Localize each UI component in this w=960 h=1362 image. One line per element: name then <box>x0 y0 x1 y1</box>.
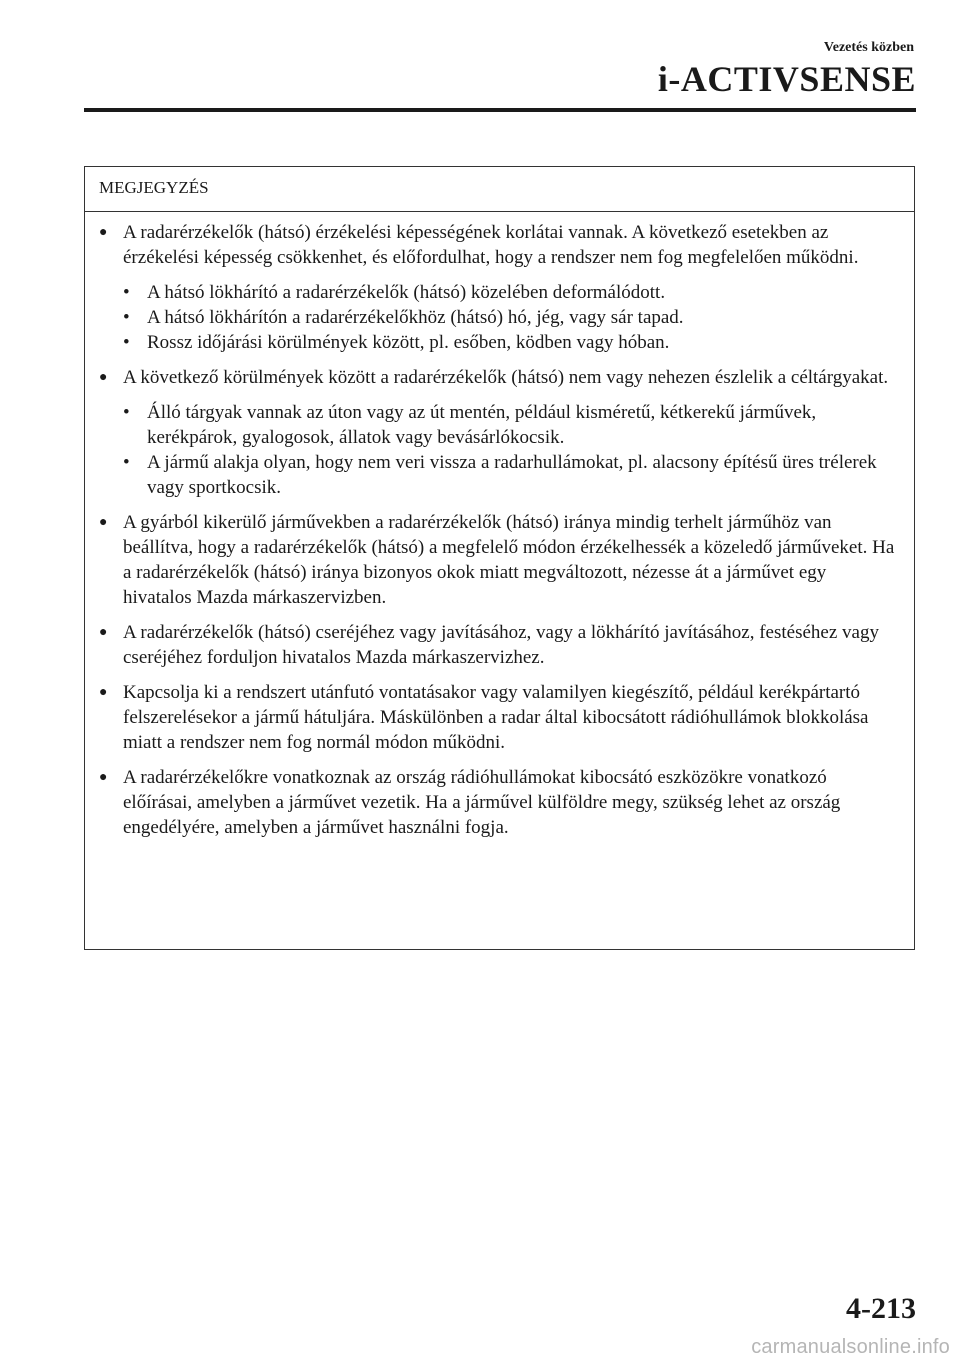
bullet-icon: ● <box>99 685 108 700</box>
note-item-text: A radarérzékelők (hátsó) érzékelési képességének korlátai vannak. A következő esetekben az érzékelési képesség csökkenhet, és előfordulhat, hogy a rendszer nem fog megfelelően működni. <box>123 222 859 268</box>
note-item-text: A következő körülmények között a radarérzékelők (hátsó) nem vagy nehezen észlelik a céltárgyakat. <box>123 367 889 388</box>
sub-item: • Álló tárgyak vannak az úton vagy az út mentén, például kisméretű, kétkerekű járművek, kerékpárok, gyalogosok, állatok vagy bevásárlókocsik. <box>123 402 817 448</box>
note-item-text: A gyárból kikerülő járművekben a radarérzékelők (hátsó) iránya mindig terhelt járműhöz van beállítva, hogy a radarérzékelők (hátsó) a megfelelő módon érzékelhessék a közeledő járműveket. Ha a radarérzékelők (hátsó) iránya bizonyos okok miatt megváltozott, nézesse át a járművet egy hivatalos Mazda márkaszervizben. <box>123 512 895 608</box>
sub-item: • A hátsó lökhárítón a radarérzékelőkhöz (hátsó) hó, jég, vagy sár tapad. <box>123 307 684 328</box>
note-heading: MEGJEGYZÉS <box>85 167 914 212</box>
note-body <box>85 212 914 840</box>
sub-bullet-icon: • <box>123 307 130 328</box>
note-item-text: A radarérzékelők (hátsó) cseréjéhez vagy javításához, vagy a lökhárító javításához, festéséhez vagy cseréjéhez forduljon hivatalos Mazda márkaszervizhez. <box>123 622 879 668</box>
bullet-icon: ● <box>99 625 108 640</box>
note-item <box>99 765 896 840</box>
note-item <box>99 510 896 610</box>
sub-item: • A jármű alakja olyan, hogy nem veri vissza a radarhullámokat, pl. alacsony építésű üres trélerek vagy sportkocsik. <box>123 452 877 498</box>
sub-bullet-icon: • <box>123 332 130 353</box>
chapter-title: i-ACTIVSENSE <box>657 59 916 99</box>
watermark: carmanualsonline.info <box>751 1336 950 1358</box>
bullet-icon: ● <box>99 515 108 530</box>
section-title: Vezetés közben <box>823 40 914 55</box>
sub-list <box>123 280 896 355</box>
page-number: 4-213 <box>846 1292 916 1325</box>
note-box <box>84 166 915 950</box>
note-item <box>99 220 896 355</box>
sub-item: • A hátsó lökhárító a radarérzékelők (hátsó) közelében deformálódott. <box>123 282 666 303</box>
bullet-icon: ● <box>99 770 108 785</box>
sub-item: • Rossz időjárási körülmények között, pl. esőben, ködben vagy hóban. <box>123 332 670 353</box>
header-divider <box>84 108 916 112</box>
note-item-text: Kapcsolja ki a rendszert utánfutó vontatásakor vagy valamilyen kiegészítő, például kerékpártartó felszerelésekor a jármű hátuljára. Máskülönben a radar által kibocsátott rádióhullámok blokkolása miatt a rendszer nem fog normál módon működni. <box>123 682 869 753</box>
bullet-icon: ● <box>99 370 108 385</box>
note-item <box>99 620 896 670</box>
sub-list <box>123 400 896 500</box>
note-item-text: A radarérzékelőkre vonatkoznak az ország rádióhullámokat kibocsátó eszközökre vonatkozó előírásai, amelyben a járművet vezetik. Ha a járművel külföldre megy, szükség lehet az ország engedélyére, amelyben a járművet használni fogja. <box>123 767 841 838</box>
sub-bullet-icon: • <box>123 452 130 473</box>
bullet-icon: ● <box>99 225 108 240</box>
note-item <box>99 680 896 755</box>
note-item <box>99 365 896 500</box>
sub-bullet-icon: • <box>123 402 130 423</box>
sub-bullet-icon: • <box>123 282 130 303</box>
